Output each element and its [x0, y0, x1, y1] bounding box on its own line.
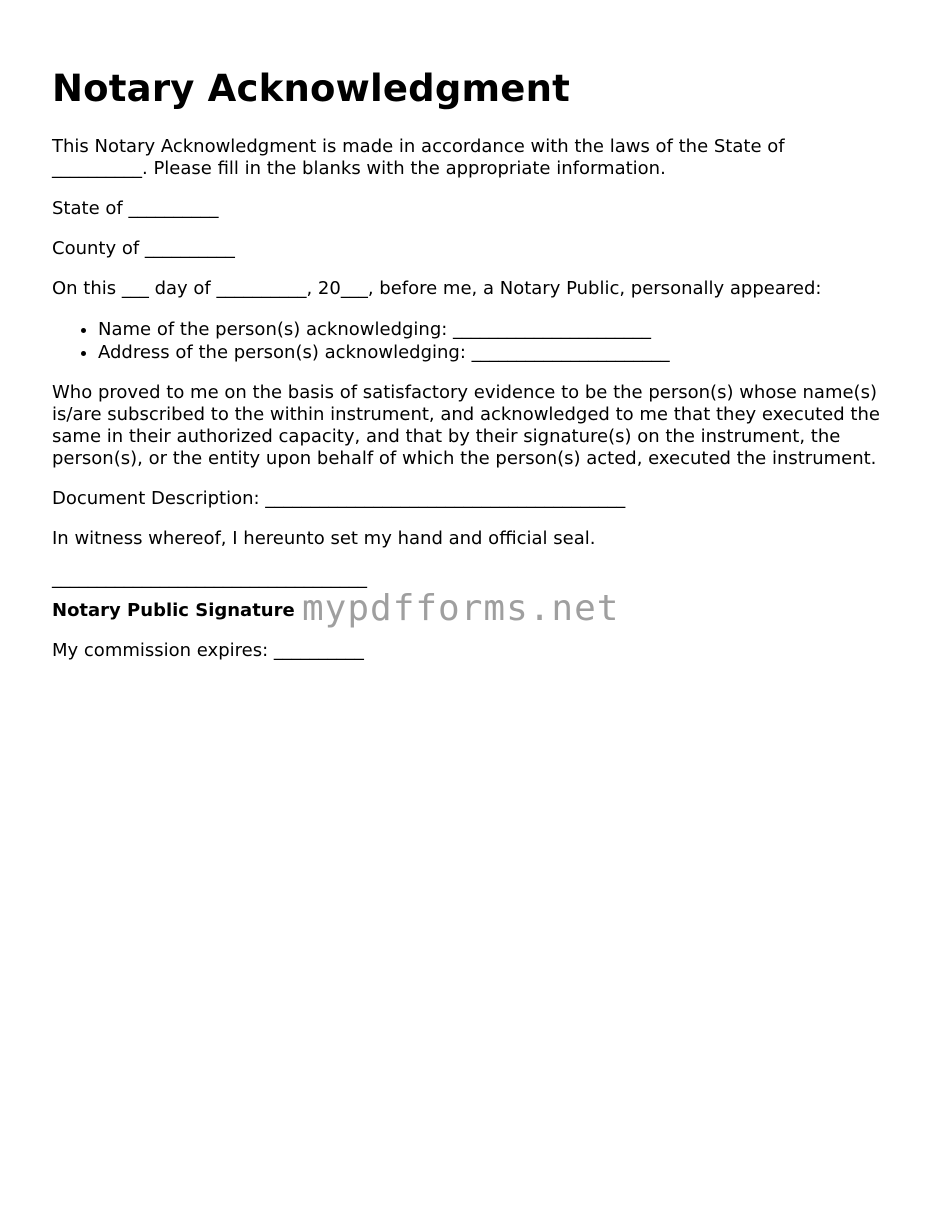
date-appearance-line: On this ___ day of __________, 20___, before me, a Notary Public, personally appeared:	[52, 278, 822, 299]
proof-paragraph: Who proved to me on the basis of satisfactory evidence to be the person(s) whose name(s) is/are subscribed to the within instrument, and acknowledged to me that they executed the same in their authorized capacity, and that by their signature(s) on the instrument, the person(s), or the entity upon behalf of which the person(s) acted, executed the instrument.	[52, 382, 880, 469]
commission-expires-line: My commission expires: __________	[52, 640, 364, 661]
signature-label: Notary Public Signature	[52, 600, 295, 621]
person-details-list	[52, 318, 882, 364]
notary-acknowledgment-form	[52, 64, 882, 662]
page-title: Notary Acknowledgment	[52, 67, 571, 110]
state-line: State of __________	[52, 198, 219, 219]
county-line: County of __________	[52, 238, 235, 259]
list-item-person-address: • Address of the person(s) acknowledging: ______________________	[98, 341, 882, 364]
document-description-line: Document Description: ________________________________________	[52, 488, 626, 509]
signature-blank-line: ___________________________________	[52, 568, 367, 589]
list-item-person-name: • Name of the person(s) acknowledging: ______________________	[98, 318, 882, 341]
watermark: mypdfforms.net	[302, 588, 620, 629]
intro-paragraph: This Notary Acknowledgment is made in accordance with the laws of the State of __________. Please fill in the blanks with the appropriate information.	[52, 136, 785, 179]
witness-line: In witness whereof, I hereunto set my hand and official seal.	[52, 528, 596, 549]
